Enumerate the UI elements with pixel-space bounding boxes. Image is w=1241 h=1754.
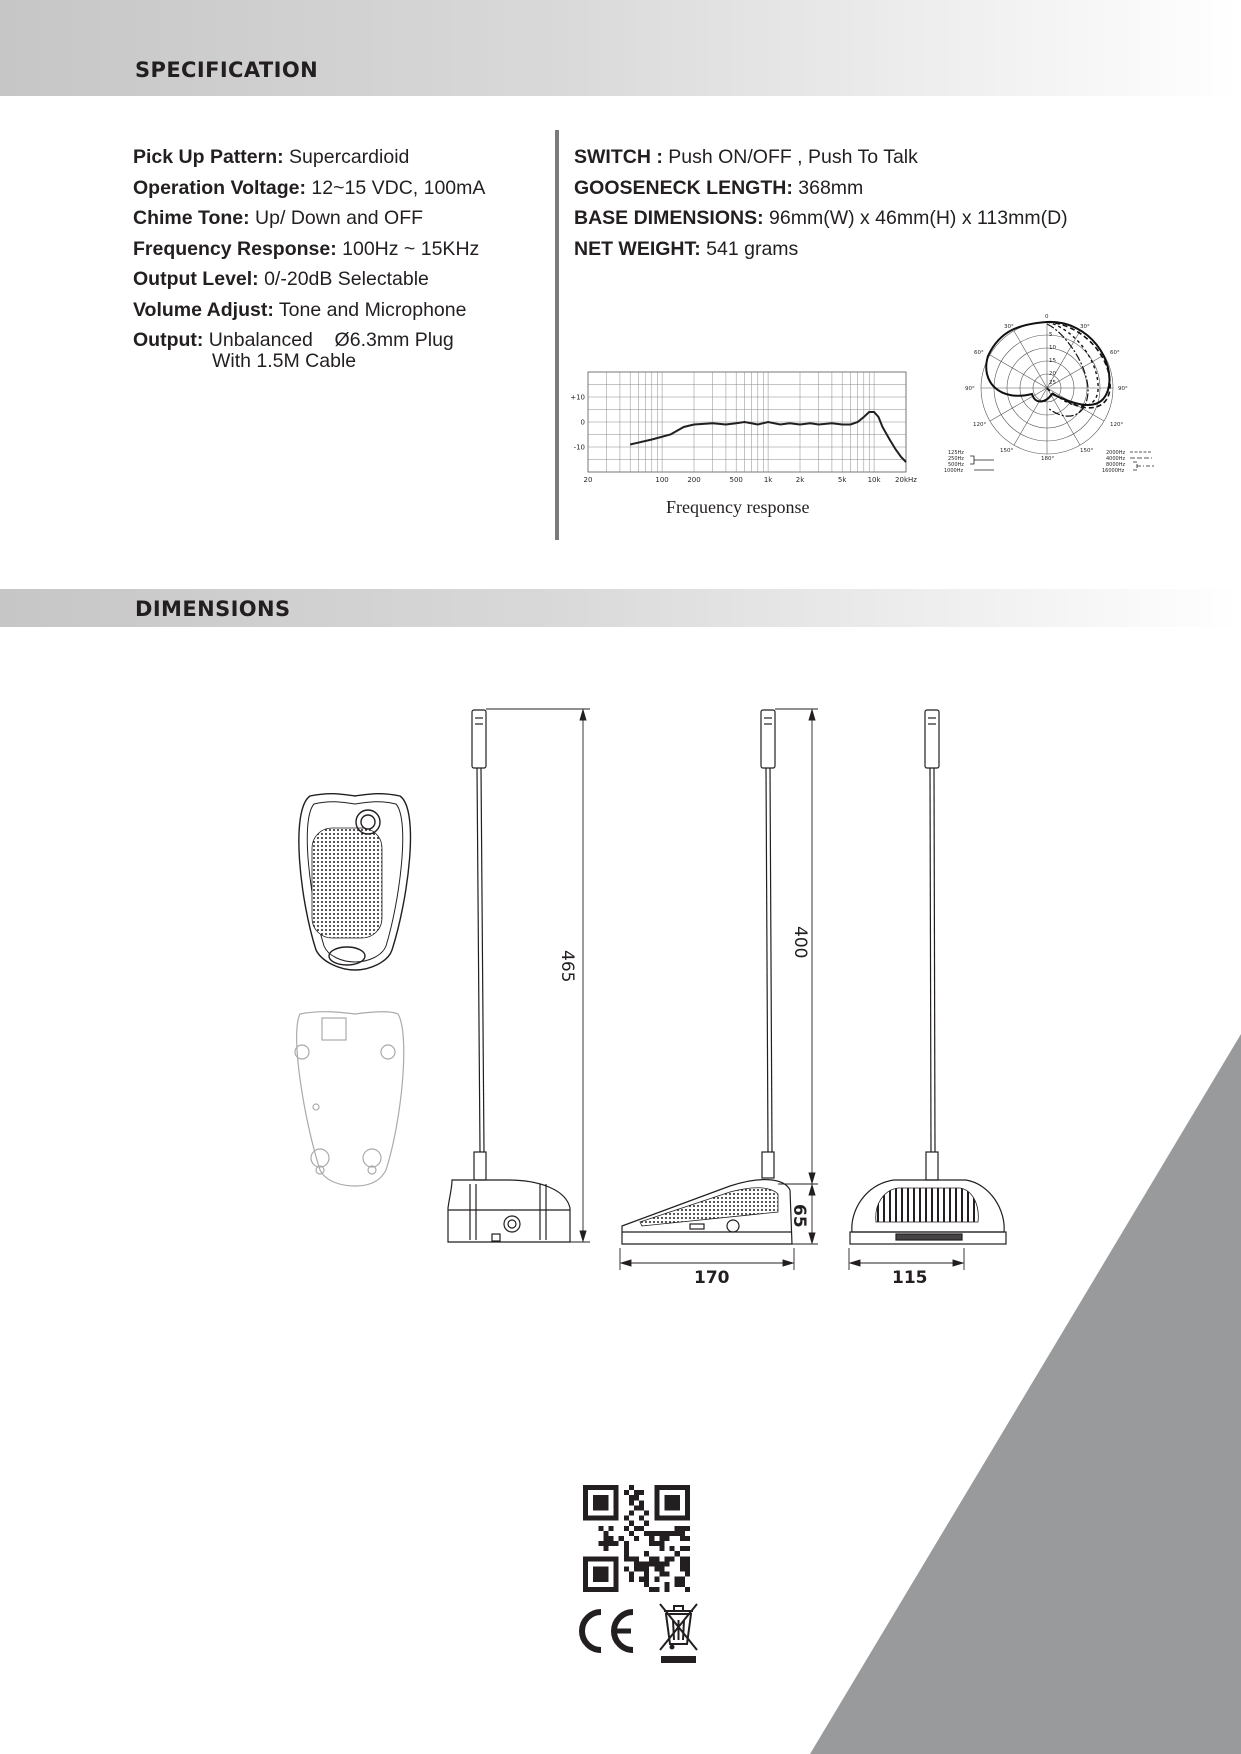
dimension-label-465: 465 bbox=[557, 950, 577, 983]
freq-x-tick: 2k bbox=[795, 476, 805, 484]
frequency-response-caption: Frequency response bbox=[666, 497, 810, 517]
polar-ring-label: 25 bbox=[1049, 380, 1056, 386]
spec-label: Output: bbox=[133, 329, 204, 351]
polar-angle-30-left: 30° bbox=[1004, 324, 1014, 330]
freq-x-tick: 20 bbox=[583, 476, 593, 484]
spec-value: Supercardioid bbox=[283, 146, 410, 168]
spec-output-continuation: With 1.5M Cable bbox=[212, 349, 357, 372]
spec-value: Tone and Microphone bbox=[273, 298, 467, 321]
polar-angle-60-left: 60° bbox=[974, 350, 984, 356]
freq-x-tick: 100 bbox=[655, 476, 669, 484]
dimension-label-170: 170 bbox=[694, 1268, 730, 1288]
freq-x-tick: 10k bbox=[867, 476, 881, 484]
polar-legend-8000hz: 8000Hz bbox=[1106, 462, 1126, 468]
polar-legend-125hz: 125Hz bbox=[948, 450, 964, 456]
spec-value: 96mm(W) x 46mm(H) x 113mm(D) bbox=[763, 207, 1068, 229]
polar-ring-label: 20 bbox=[1049, 371, 1056, 377]
dimension-label-115: 115 bbox=[892, 1268, 928, 1288]
polar-angle-150-left: 150° bbox=[1000, 448, 1014, 454]
freq-x-tick: 20kHz bbox=[895, 476, 917, 484]
spec-value: 541 grams bbox=[700, 237, 799, 260]
polar-legend-250hz: 250Hz bbox=[948, 456, 964, 462]
freq-y-tick: +10 bbox=[570, 393, 585, 402]
spec-label: Operation Voltage: bbox=[133, 176, 306, 199]
dimension-label-400: 400 bbox=[790, 926, 810, 959]
spec-label: NET WEIGHT: bbox=[574, 237, 701, 260]
spec-value: 100Hz ~ 15KHz bbox=[336, 237, 480, 260]
spec-label: Pick Up Pattern: bbox=[133, 146, 284, 168]
polar-angle-150-right: 150° bbox=[1080, 448, 1094, 454]
spec-value: 12~15 VDC, 100mA bbox=[306, 176, 486, 199]
polar-legend-1000hz: 1000Hz bbox=[944, 468, 964, 474]
spec-value: 368mm bbox=[792, 176, 864, 199]
spec-value: 0/-20dB Selectable bbox=[258, 268, 429, 290]
spec-value: Push ON/OFF , Push To Talk bbox=[662, 146, 918, 168]
polar-legend-16000hz: 16000Hz bbox=[1102, 468, 1125, 474]
freq-x-tick: 200 bbox=[687, 476, 701, 484]
base-top-view bbox=[299, 794, 411, 970]
mic-front-view bbox=[448, 710, 570, 1242]
polar-angle-90-left: 90° bbox=[965, 386, 975, 392]
spec-label: SWITCH : bbox=[574, 146, 663, 168]
freq-x-tick: 5k bbox=[837, 476, 847, 484]
polar-legend-2000hz: 2000Hz bbox=[1106, 450, 1126, 456]
spec-label: Frequency Response: bbox=[133, 237, 337, 260]
freq-y-tick: 0 bbox=[580, 418, 585, 427]
dimension-label-65: 65 bbox=[789, 1204, 809, 1228]
dimension-line-115 bbox=[849, 1248, 964, 1270]
polar-ring-label: 5 bbox=[1049, 332, 1053, 338]
freq-x-tick: 500 bbox=[729, 476, 743, 484]
dimension-line-170 bbox=[620, 1248, 794, 1270]
polar-ring-label: 10 bbox=[1049, 345, 1056, 351]
spec-value: Unbalanced Ø6.3mm Plug bbox=[203, 329, 454, 351]
dimensions-title: DIMENSIONS bbox=[135, 597, 291, 621]
polar-angle-180: 180° bbox=[1041, 456, 1055, 462]
base-bottom-view bbox=[295, 1012, 404, 1186]
polar-angle-0: 0 bbox=[1045, 314, 1049, 320]
specification-title: SPECIFICATION bbox=[135, 58, 319, 82]
spec-label: GOOSENECK LENGTH: bbox=[574, 176, 793, 199]
qr-code bbox=[583, 1485, 690, 1592]
polar-ring-label: 15 bbox=[1049, 358, 1056, 364]
polar-angle-120-right: 120° bbox=[1110, 422, 1124, 428]
polar-angle-120-left: 120° bbox=[973, 422, 987, 428]
mic-rear-view bbox=[850, 710, 1006, 1244]
polar-legend-500hz: 500Hz bbox=[948, 462, 964, 468]
spec-label: Chime Tone: bbox=[133, 207, 250, 229]
spec-label: Volume Adjust: bbox=[133, 298, 274, 321]
polar-legend-4000hz: 4000Hz bbox=[1106, 456, 1126, 462]
freq-y-tick: -10 bbox=[573, 443, 585, 452]
mic-side-view bbox=[622, 710, 792, 1244]
spec-label: Output Level: bbox=[133, 268, 259, 290]
polar-angle-60-right: 60° bbox=[1110, 350, 1120, 356]
freq-x-tick: 1k bbox=[763, 476, 773, 484]
weee-recycling-icon bbox=[656, 1600, 701, 1664]
polar-angle-30-right: 30° bbox=[1080, 324, 1090, 330]
ce-mark-icon bbox=[575, 1608, 637, 1654]
spec-value: Up/ Down and OFF bbox=[249, 207, 424, 229]
spec-label: BASE DIMENSIONS: bbox=[574, 207, 764, 229]
polar-angle-90-right: 90° bbox=[1118, 386, 1128, 392]
